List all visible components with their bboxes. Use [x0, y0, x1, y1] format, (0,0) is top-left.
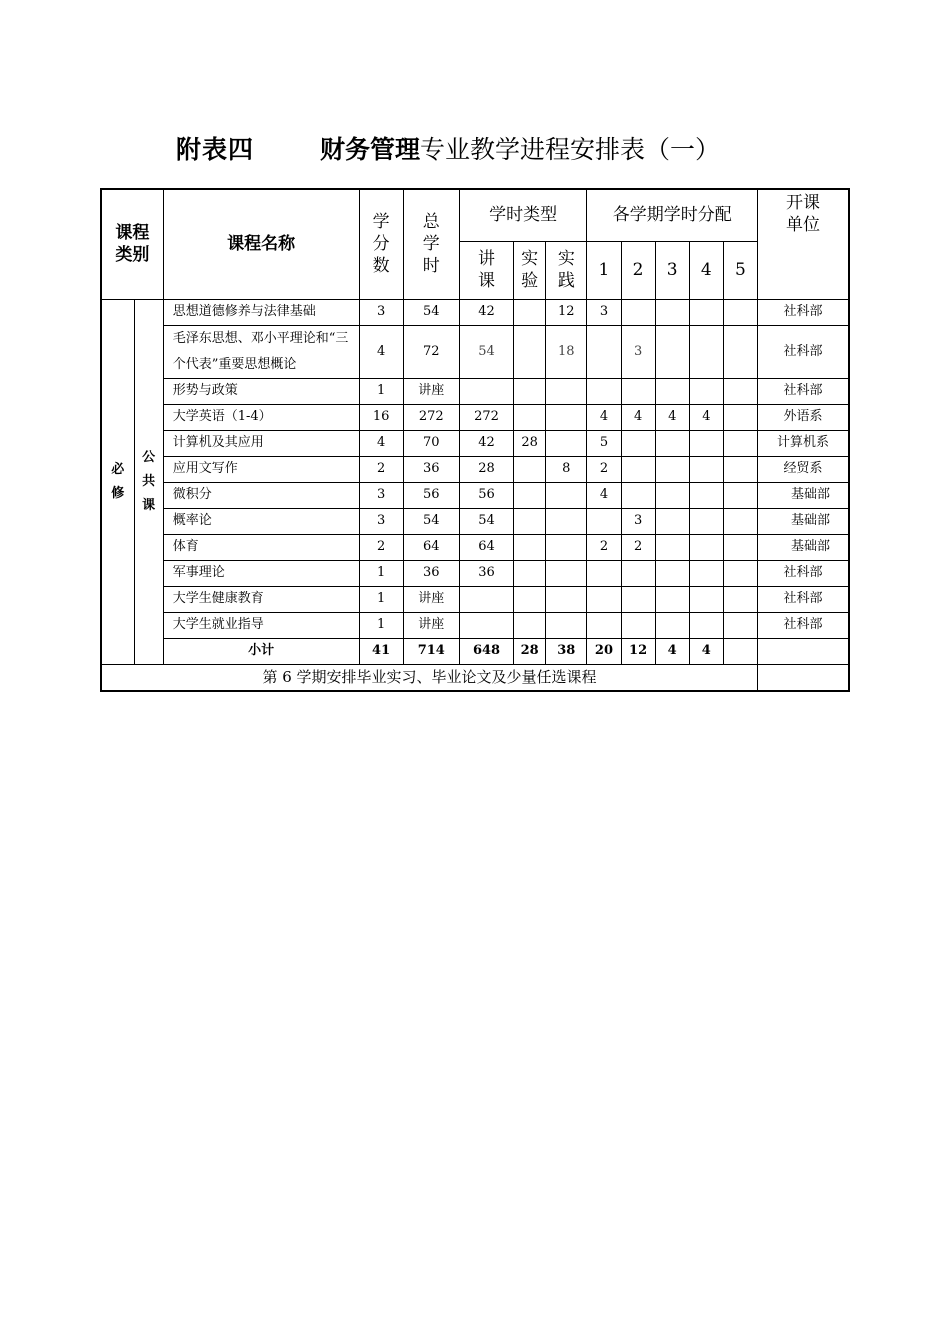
- semester-4-cell: [689, 325, 723, 378]
- department-cell: 基础部: [758, 508, 849, 534]
- semester-4-cell: [689, 508, 723, 534]
- course-name: 微积分: [163, 482, 359, 508]
- subtotal-department: [758, 638, 849, 664]
- header-experiment: 实验: [514, 241, 546, 299]
- credits-cell: 4: [359, 325, 403, 378]
- document-title: [0, 130, 950, 170]
- practice-cell: [546, 404, 587, 430]
- lecture-cell: 64: [459, 534, 513, 560]
- practice-cell: [546, 430, 587, 456]
- semester-1-cell: 4: [587, 404, 621, 430]
- credits-cell: 3: [359, 482, 403, 508]
- semester-1-cell: 4: [587, 482, 621, 508]
- practice-cell: [546, 534, 587, 560]
- department-cell: 社科部: [758, 299, 849, 325]
- semester-2-cell: 3: [621, 325, 655, 378]
- course-name: 大学生健康教育: [163, 586, 359, 612]
- course-name: 军事理论: [163, 560, 359, 586]
- subtotal-semester-2: 12: [621, 638, 655, 664]
- title-major: 财务管理: [320, 135, 421, 164]
- total-hours-cell: 70: [403, 430, 459, 456]
- header-semester-distribution: 各学期学时分配: [587, 189, 758, 241]
- total-hours-cell: 36: [403, 560, 459, 586]
- table-row: [101, 586, 849, 612]
- semester-3-cell: [655, 456, 689, 482]
- semester-1-cell: 2: [587, 456, 621, 482]
- lecture-cell: 36: [459, 560, 513, 586]
- header-semester-5: 5: [723, 241, 757, 299]
- department-cell: 计算机系: [758, 430, 849, 456]
- practice-cell: [546, 586, 587, 612]
- lecture-cell: 42: [459, 430, 513, 456]
- subtotal-total-hours: 714: [403, 638, 459, 664]
- total-hours-cell: 56: [403, 482, 459, 508]
- header-semester-4: 4: [689, 241, 723, 299]
- semester-2-cell: [621, 378, 655, 404]
- lecture-cell: [459, 612, 513, 638]
- category-public-course: 公共课: [134, 299, 163, 664]
- semester-2-cell: [621, 299, 655, 325]
- semester-1-cell: [587, 325, 621, 378]
- department-cell: 社科部: [758, 586, 849, 612]
- department-cell: 社科部: [758, 325, 849, 378]
- experiment-cell: [514, 456, 546, 482]
- footer-note: 第 6 学期安排毕业实习、毕业论文及少量任选课程: [101, 664, 758, 691]
- practice-cell: 18: [546, 325, 587, 378]
- subtotal-semester-1: 20: [587, 638, 621, 664]
- semester-3-cell: [655, 430, 689, 456]
- semester-1-cell: [587, 612, 621, 638]
- header-course-name: 课程名称: [163, 189, 359, 299]
- credits-cell: 1: [359, 560, 403, 586]
- table-row: [101, 378, 849, 404]
- header-department: 开课单位: [758, 189, 849, 299]
- experiment-cell: [514, 404, 546, 430]
- semester-4-cell: [689, 299, 723, 325]
- semester-2-cell: [621, 560, 655, 586]
- semester-5-cell: [723, 456, 757, 482]
- semester-2-cell: [621, 586, 655, 612]
- practice-cell: [546, 482, 587, 508]
- lecture-cell: [459, 586, 513, 612]
- subtotal-semester-3: 4: [655, 638, 689, 664]
- total-hours-cell: 讲座: [403, 586, 459, 612]
- title-main: [320, 130, 720, 166]
- semester-4-cell: [689, 560, 723, 586]
- semester-3-cell: [655, 560, 689, 586]
- semester-2-cell: [621, 430, 655, 456]
- course-name: 计算机及其应用: [163, 430, 359, 456]
- lecture-cell: 42: [459, 299, 513, 325]
- semester-3-cell: [655, 534, 689, 560]
- total-hours-cell: 54: [403, 508, 459, 534]
- semester-4-cell: [689, 586, 723, 612]
- experiment-cell: [514, 299, 546, 325]
- semester-3-cell: [655, 325, 689, 378]
- table-row: [101, 482, 849, 508]
- semester-3-cell: [655, 508, 689, 534]
- header-row-1: [101, 189, 849, 241]
- lecture-cell: 56: [459, 482, 513, 508]
- semester-5-cell: [723, 560, 757, 586]
- credits-cell: 1: [359, 586, 403, 612]
- semester-5-cell: [723, 325, 757, 378]
- credits-cell: 3: [359, 508, 403, 534]
- semester-1-cell: 3: [587, 299, 621, 325]
- practice-cell: [546, 612, 587, 638]
- semester-4-cell: [689, 482, 723, 508]
- subtotal-credits: 41: [359, 638, 403, 664]
- course-name: 大学生就业指导: [163, 612, 359, 638]
- table-row: [101, 456, 849, 482]
- experiment-cell: [514, 560, 546, 586]
- department-cell: 社科部: [758, 378, 849, 404]
- experiment-cell: [514, 612, 546, 638]
- subtotal-practice: 38: [546, 638, 587, 664]
- total-hours-cell: 72: [403, 325, 459, 378]
- subtotal-row: [101, 638, 849, 664]
- table-row: [101, 508, 849, 534]
- table-row: [101, 404, 849, 430]
- department-cell: 经贸系: [758, 456, 849, 482]
- lecture-cell: 28: [459, 456, 513, 482]
- semester-5-cell: [723, 404, 757, 430]
- table-row: [101, 612, 849, 638]
- table-row: [101, 560, 849, 586]
- header-practice: 实践: [546, 241, 587, 299]
- semester-5-cell: [723, 586, 757, 612]
- semester-2-cell: 2: [621, 534, 655, 560]
- department-cell: 社科部: [758, 612, 849, 638]
- subtotal-semester-4: 4: [689, 638, 723, 664]
- credits-cell: 16: [359, 404, 403, 430]
- course-name: 概率论: [163, 508, 359, 534]
- semester-5-cell: [723, 430, 757, 456]
- header-semester-2: 2: [621, 241, 655, 299]
- practice-cell: 8: [546, 456, 587, 482]
- subtotal-lecture: 648: [459, 638, 513, 664]
- total-hours-cell: 讲座: [403, 612, 459, 638]
- semester-2-cell: 3: [621, 508, 655, 534]
- table-row: [101, 430, 849, 456]
- semester-5-cell: [723, 534, 757, 560]
- semester-2-cell: 4: [621, 404, 655, 430]
- semester-3-cell: [655, 482, 689, 508]
- semester-1-cell: [587, 586, 621, 612]
- semester-1-cell: 2: [587, 534, 621, 560]
- experiment-cell: [514, 325, 546, 378]
- footer-empty-cell: [758, 664, 849, 691]
- header-total-hours: 总学时: [403, 189, 459, 299]
- semester-4-cell: [689, 612, 723, 638]
- header-semester-1: 1: [587, 241, 621, 299]
- experiment-cell: [514, 586, 546, 612]
- header-lecture: 讲课: [459, 241, 513, 299]
- category-required: 必修: [101, 299, 134, 664]
- experiment-cell: [514, 508, 546, 534]
- experiment-cell: 28: [514, 430, 546, 456]
- department-cell: 基础部: [758, 534, 849, 560]
- total-hours-cell: 64: [403, 534, 459, 560]
- semester-2-cell: [621, 482, 655, 508]
- semester-5-cell: [723, 612, 757, 638]
- semester-4-cell: [689, 378, 723, 404]
- semester-5-cell: [723, 378, 757, 404]
- footer-row: [101, 664, 849, 691]
- header-hour-type: 学时类型: [459, 189, 586, 241]
- semester-4-cell: [689, 456, 723, 482]
- credits-cell: 2: [359, 534, 403, 560]
- semester-3-cell: [655, 299, 689, 325]
- semester-4-cell: [689, 430, 723, 456]
- semester-5-cell: [723, 299, 757, 325]
- course-name: 毛泽东思想、邓小平理论和“三个代表”重要思想概论: [163, 325, 359, 378]
- teaching-plan-table: [100, 188, 850, 692]
- header-credits: 学分数: [359, 189, 403, 299]
- lecture-cell: 54: [459, 325, 513, 378]
- header-semester-3: 3: [655, 241, 689, 299]
- table-row: [101, 299, 849, 325]
- total-hours-cell: 36: [403, 456, 459, 482]
- semester-1-cell: [587, 508, 621, 534]
- course-name: 应用文写作: [163, 456, 359, 482]
- semester-1-cell: [587, 378, 621, 404]
- title-rest: 专业教学进程安排表（一）: [420, 135, 721, 164]
- lecture-cell: [459, 378, 513, 404]
- subtotal-label: 小计: [163, 638, 359, 664]
- semester-3-cell: 4: [655, 404, 689, 430]
- credits-cell: 1: [359, 378, 403, 404]
- title-prefix: 附表四: [176, 135, 255, 164]
- total-hours-cell: 讲座: [403, 378, 459, 404]
- semester-4-cell: 4: [689, 404, 723, 430]
- semester-4-cell: [689, 534, 723, 560]
- course-name: 形势与政策: [163, 378, 359, 404]
- semester-3-cell: [655, 612, 689, 638]
- lecture-cell: 54: [459, 508, 513, 534]
- semester-5-cell: [723, 508, 757, 534]
- semester-3-cell: [655, 586, 689, 612]
- department-cell: 社科部: [758, 560, 849, 586]
- practice-cell: [546, 378, 587, 404]
- experiment-cell: [514, 534, 546, 560]
- course-name: 大学英语（1-4）: [163, 404, 359, 430]
- semester-2-cell: [621, 456, 655, 482]
- subtotal-experiment: 28: [514, 638, 546, 664]
- practice-cell: [546, 508, 587, 534]
- total-hours-cell: 54: [403, 299, 459, 325]
- semester-2-cell: [621, 612, 655, 638]
- semester-1-cell: 5: [587, 430, 621, 456]
- semester-5-cell: [723, 482, 757, 508]
- credits-cell: 3: [359, 299, 403, 325]
- experiment-cell: [514, 378, 546, 404]
- table-row: [101, 534, 849, 560]
- credits-cell: 4: [359, 430, 403, 456]
- lecture-cell: 272: [459, 404, 513, 430]
- practice-cell: [546, 560, 587, 586]
- course-name: 体育: [163, 534, 359, 560]
- credits-cell: 1: [359, 612, 403, 638]
- practice-cell: 12: [546, 299, 587, 325]
- experiment-cell: [514, 482, 546, 508]
- total-hours-cell: 272: [403, 404, 459, 430]
- subtotal-semester-5: [723, 638, 757, 664]
- table-row: [101, 325, 849, 378]
- semester-3-cell: [655, 378, 689, 404]
- department-cell: 外语系: [758, 404, 849, 430]
- credits-cell: 2: [359, 456, 403, 482]
- department-cell: 基础部: [758, 482, 849, 508]
- semester-1-cell: [587, 560, 621, 586]
- header-category: 课程类别: [101, 189, 163, 299]
- course-name: 思想道德修养与法律基础: [163, 299, 359, 325]
